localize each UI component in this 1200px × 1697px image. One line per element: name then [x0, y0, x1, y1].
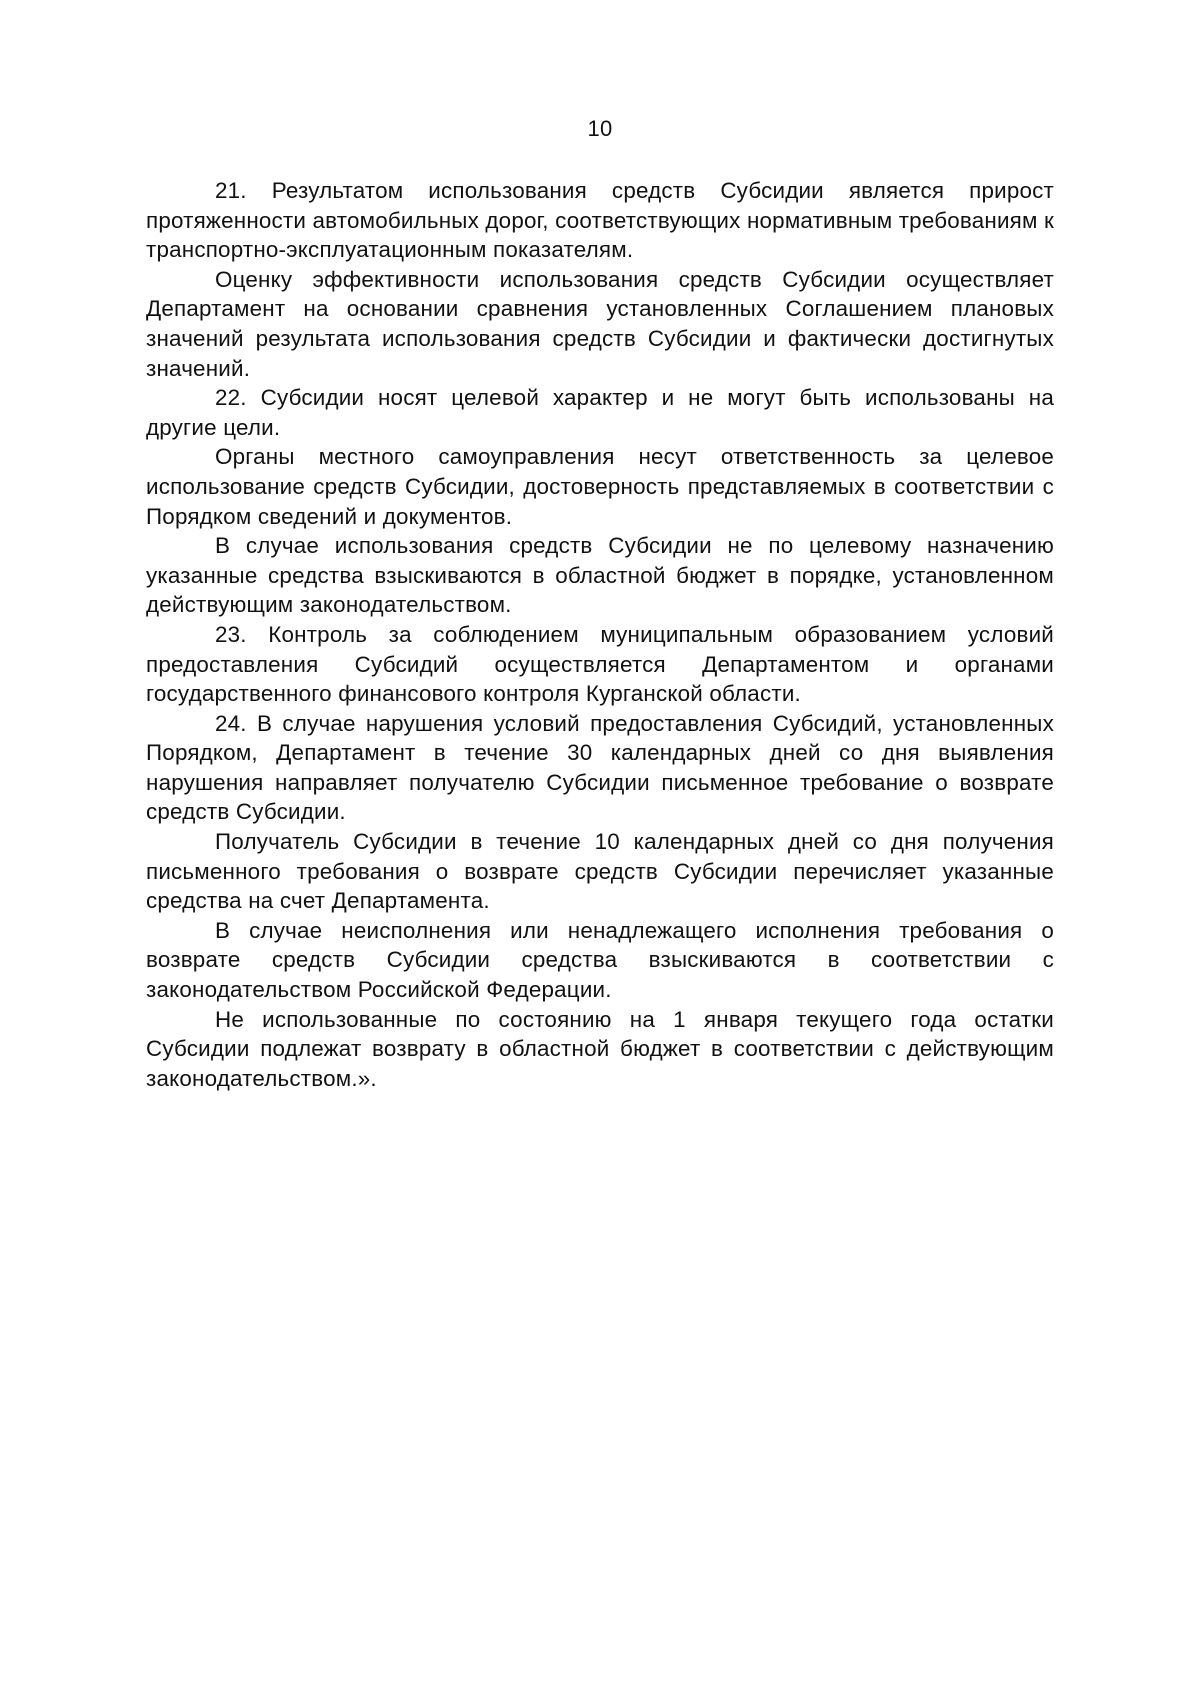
- document-body: [146, 176, 1054, 1093]
- paragraph-24-recipient: Получатель Субсидии в течение 10 календарных дней со дня получения письменного требования о возврате средств Субсидии перечисляет указанные средства на счет Департамента.: [146, 829, 1054, 914]
- paragraph-22: 22. Субсидии носят целевой характер и не могут быть использованы на другие цели.: [146, 385, 1054, 440]
- paragraph-22-misuse: В случае использования средств Субсидии не по целевому назначению указанные средства взыскиваются в областной бюджет в порядке, установленном действующим законодательством.: [146, 533, 1054, 618]
- paragraph-21: 21. Результатом использования средств Субсидии является прирост протяженности автомобильных дорог, соответствующих нормативным требованиям к транспортно-эксплуатационным показателям.: [146, 178, 1055, 263]
- paragraph-24: 24. В случае нарушения условий предоставления Субсидий, установленных Порядком, Департамент в течение 30 календарных дней со дня выявления нарушения направляет получателю Субсидии письменное требование о возврате средств Субсидии.: [146, 710, 1054, 825]
- paragraph-24-remaining-balance: Не использованные по состоянию на 1 января текущего года остатки Субсидии подлежат возврату в областной бюджет в соответствии с действующим законодательством.».: [146, 1006, 1054, 1091]
- page-number: 10: [587, 116, 613, 141]
- paragraph-24-nonfulfillment: В случае неисполнения или ненадлежащего исполнения требования о возврате средств Субсидии средства взыскиваются в соответствии с законодательством Российской Федерации.: [146, 917, 1054, 1003]
- paragraph-21-evaluation: Оценку эффективности использования средств Субсидии осуществляет Департамент на основании сравнения установленных Соглашением плановых значений результата использования средств Субсидии и фактически достигнутых значений.: [146, 266, 1054, 381]
- paragraph-23: 23. Контроль за соблюдением муниципальным образованием условий предоставления Субсидий осуществляется Департаментом и органами государственного финансового контроля Курганской области.: [146, 621, 1054, 707]
- paragraph-22-responsibility: Органы местного самоуправления несут ответственность за целевое использование средств Субсидии, достоверность представляемых в соответствии с Порядком сведений и документов.: [146, 444, 1054, 529]
